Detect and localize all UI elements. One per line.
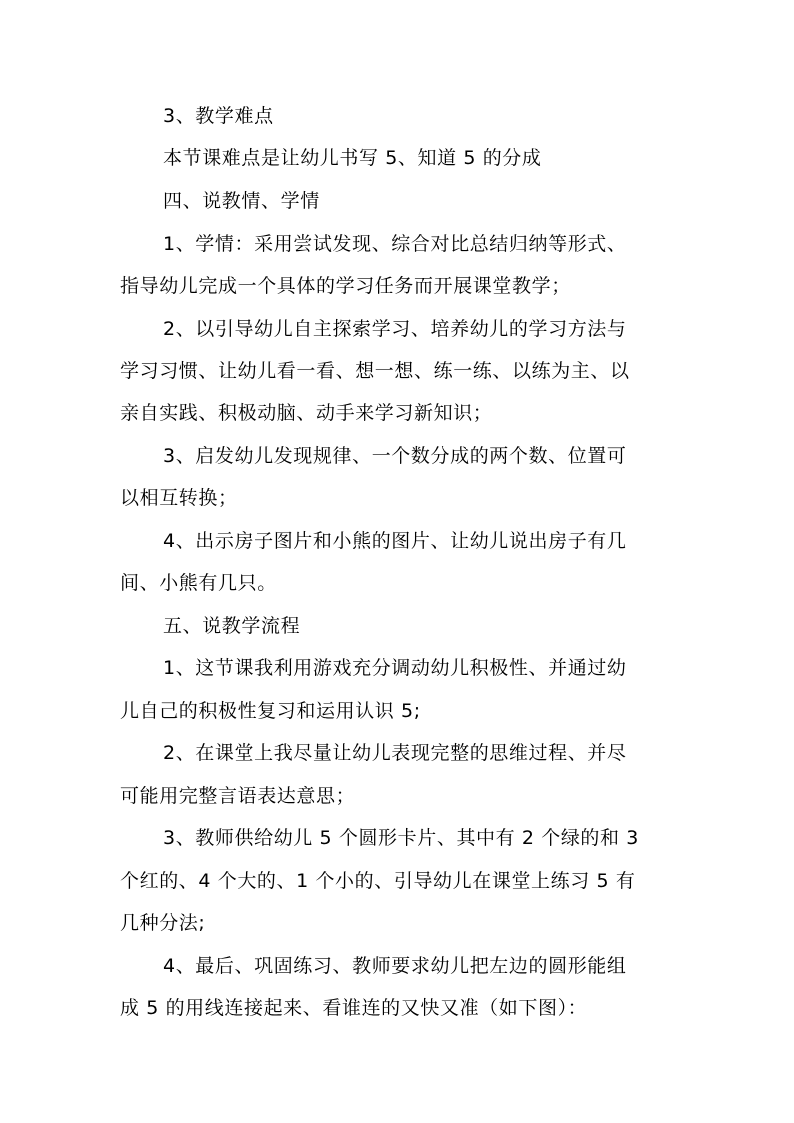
paragraph-line: 以相互转换； [120, 487, 238, 509]
paragraph-line: 1、这节课我利用游戏充分调动幼儿积极性、并通过幼 [163, 657, 627, 679]
heading-section-five: 五、说教学流程 [163, 615, 301, 637]
paragraph-line: 间、小熊有几只。 [120, 572, 277, 594]
paragraph-line: 1、学情：采用尝试发现、综合对比总结归纳等形式、 [163, 233, 627, 255]
paragraph-line: 4、出示房子图片和小熊的图片、让幼儿说出房子有几 [163, 530, 627, 552]
paragraph-line: 3、教师供给幼儿 5 个圆形卡片、其中有 2 个绿的和 3 [163, 827, 639, 849]
heading-teaching-difficulty: 3、教学难点 [163, 105, 274, 127]
heading-section-four: 四、说教情、学情 [163, 190, 320, 212]
paragraph-line: 2、以引导幼儿自主探索学习、培养幼儿的学习方法与 [163, 318, 627, 340]
paragraph-line: 2、在课堂上我尽量让幼儿表现完整的思维过程、并尽 [163, 742, 627, 764]
paragraph-line: 个红的、4 个大的、1 个小的、引导幼儿在课堂上练习 5 有 [120, 870, 636, 892]
paragraph-line: 4、最后、巩固练习、教师要求幼儿把左边的圆形能组 [163, 955, 627, 977]
paragraph-line: 儿自己的积极性复习和运用认识 5; [120, 700, 421, 722]
paragraph-line: 指导幼儿完成一个具体的学习任务而开展课堂教学； [120, 275, 571, 297]
paragraph-line: 可能用完整言语表达意思； [120, 785, 356, 807]
paragraph-line: 亲自实践、积极动脑、动手来学习新知识； [120, 402, 493, 424]
paragraph-line: 几种分法; [120, 912, 206, 934]
paragraph-line: 成 5 的用线连接起来、看谁连的又快又准（如下图）： [120, 997, 588, 1019]
paragraph-line: 学习习惯、让幼儿看一看、想一想、练一练、以练为主、以 [120, 360, 630, 382]
paragraph-line: 本节课难点是让幼儿书写 5、知道 5 的分成 [163, 147, 542, 169]
paragraph-line: 3、启发幼儿发现规律、一个数分成的两个数、位置可 [163, 445, 627, 467]
